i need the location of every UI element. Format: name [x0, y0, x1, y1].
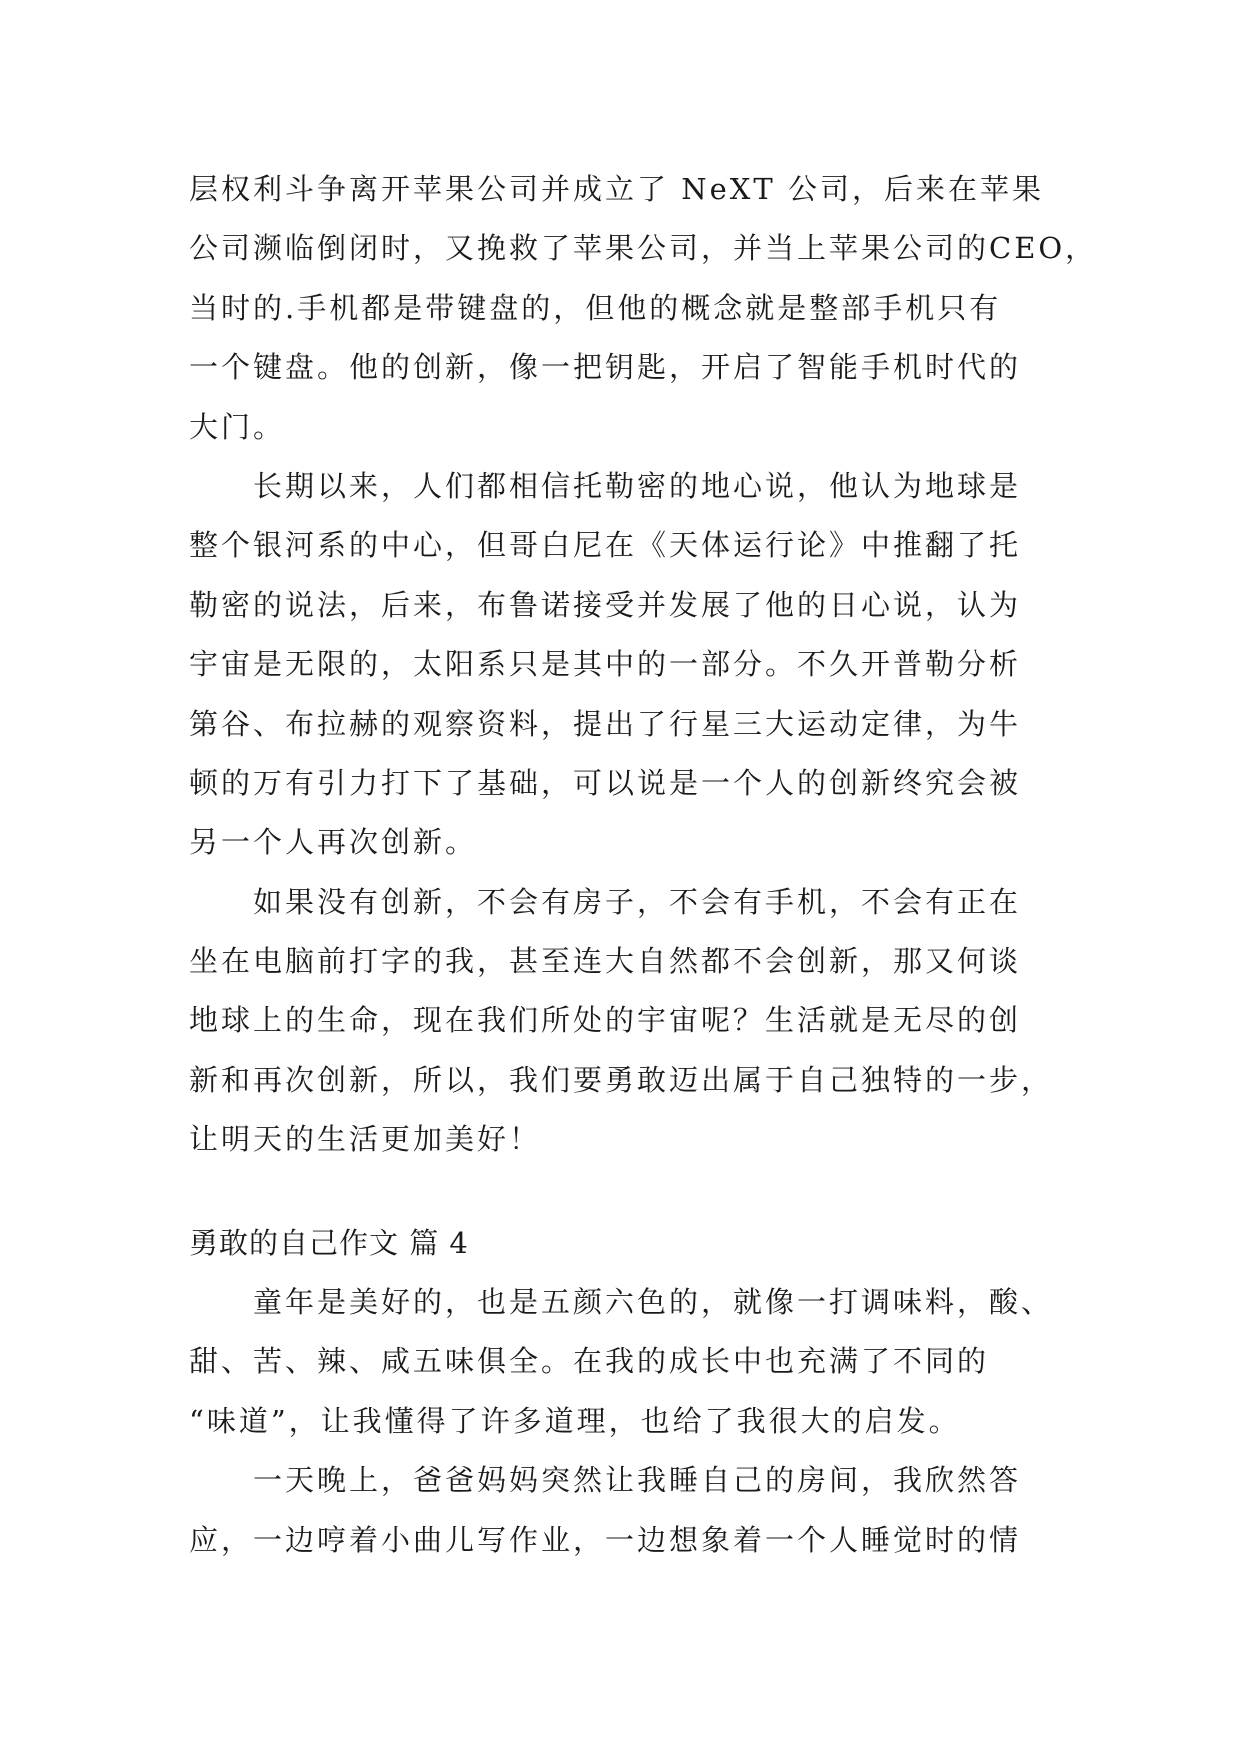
section-spacer [189, 1170, 1049, 1214]
text-line: 勒密的说法，后来，布鲁诺接受并发展了他的日心说，认为 [189, 587, 1022, 622]
text-line: 当时的.手机都是带键盘的，但他的概念就是整部手机只有 [189, 290, 1002, 325]
text-line: 长期以来，人们都相信托勒密的地心说，他认为地球是 [253, 468, 1022, 503]
text-line: 应，一边哼着小曲儿写作业，一边想象着一个人睡觉时的情 [189, 1522, 1022, 1557]
text-line: 大门。 [189, 409, 286, 444]
text-line: 层权利斗争离开苹果公司并成立了 NeXT 公司，后来在苹果 [189, 172, 1044, 206]
text-line: 公司濒临倒闭时，又挽救了苹果公司，并当上苹果公司的CEO， [189, 231, 1098, 266]
document-body [189, 160, 1098, 1570]
text-line: 如果没有创新，不会有房子，不会有手机，不会有正在 [253, 884, 1022, 919]
text-line: 整个银河系的中心，但哥白尼在《天体运行论》中推翻了托 [189, 528, 1022, 563]
text-line: 甜、苦、辣、咸五味俱全。在我的成长中也充满了不同的 [189, 1344, 990, 1379]
text-line: 顿的万有引力打下了基础，可以说是一个人的创新终究会被 [189, 765, 1022, 800]
text-line: 地球上的生命，现在我们所处的宇宙呢？生活就是无尽的创 [189, 1003, 1022, 1038]
paragraph-steve-jobs [189, 160, 1098, 457]
paragraph-heliocentrism [189, 457, 1049, 873]
text-line: 一天晚上，爸爸妈妈突然让我睡自己的房间，我欣然答 [253, 1463, 1022, 1498]
paragraph-innovation-conclusion [189, 873, 1054, 1170]
text-line: 宇宙是无限的，太阳系只是其中的一部分。不久开普勒分析 [189, 647, 1022, 682]
text-line: 第谷、布拉赫的观察资料，提出了行星三大运动定律，为牛 [189, 706, 1022, 741]
text-line: “味道”，让我懂得了许多道理，也给了我很大的启发。 [189, 1403, 961, 1438]
text-line: 一个键盘。他的创新，像一把钥匙，开启了智能手机时代的 [189, 350, 1022, 385]
text-line: 童年是美好的，也是五颜六色的，就像一打调味料，酸、 [253, 1285, 1054, 1320]
text-line: 新和再次创新，所以，我们要勇敢迈出属于自己独特的一步， [189, 1062, 1054, 1097]
text-line: 坐在电脑前打字的我，甚至连大自然都不会创新，那又何谈 [189, 944, 1022, 979]
text-line: 另一个人再次创新。 [189, 825, 478, 860]
section-heading: 勇敢的自己作文 篇 4 [189, 1225, 469, 1260]
text-line: 让明天的生活更加美好！ [189, 1122, 542, 1157]
paragraph-childhood [189, 1273, 1054, 1451]
paragraph-one-night [189, 1451, 1049, 1570]
